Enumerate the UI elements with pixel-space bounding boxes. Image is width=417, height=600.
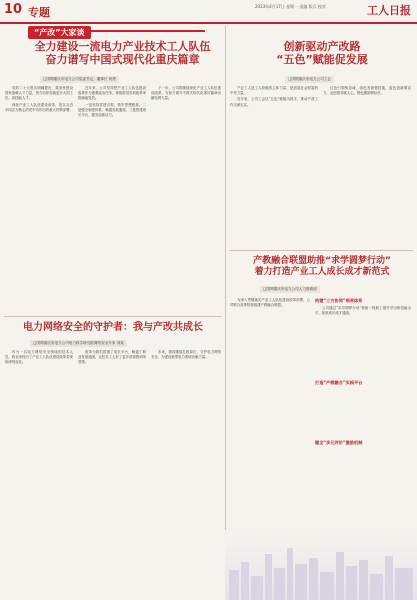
article-1-headline-line1: 全力建设一流电力产业技术工人队伍 [34,40,211,53]
article-2-paragraph: 产业工人是工人阶级的主体力量，是创造社会财富的中坚力量。 [230,86,318,96]
article-2-col-1 [230,86,318,246]
page-header [0,0,417,24]
article-2-paragraph: 红色引领铸忠诚，绿色发展强技能，蓝色创新增活力，金色服务暖人心，橙色激励树标杆。 [323,86,411,96]
article-4-col-3 [151,350,221,594]
article-4-paragraph: 改革为我们搭建了成长平台，畅通了职业发展通道，让技术工人有了更多获得感和荣誉感。 [78,350,146,365]
article-1-paragraph: 深化产业工人队伍建设改革，是以习近平同志为核心的党中央作出的重大决策部署。 [5,102,73,112]
article-4-byline: □国网重庆市电力公司电力科学研究院网络安全专家 刘某 [30,340,127,347]
section-divider [4,316,222,317]
article-2-headline-line2: “五色”赋能促发展 [276,53,368,67]
article-3-subhead: 健全“多元评价”激励机制 [315,440,363,445]
article-4-headline: 电力网络安全的守护者：我与产改共成长 [23,322,203,333]
article-1-byline: □国网重庆市电力公司党委书记、董事长 何勇 [40,76,119,83]
column-badge: “产改”大家谈 [28,26,91,39]
article-4-col-2 [78,350,146,594]
article-1-headline [20,40,225,66]
article-3-byline: □国网重庆市电力公司人力资源部 [260,286,320,293]
article-2-byline: □国网重庆市电力公司工会 [285,76,334,83]
article-4-paragraph: 未来，我将继续扎根岗位，守护电力网络安全，为建设新型电力系统贡献力量。 [151,350,221,360]
section-divider [229,250,413,251]
article-3-headline-line2: 着力打造产业工人成长成才新范式 [254,266,390,277]
article-3-col-2 [315,306,411,376]
article-1-paragraph: 近年来，公司坚持把产业工人队伍建设改革作为重要政治任务，持续推进各项改革举措落地见效。 [78,86,146,101]
article-2-headline-line1: 创新驱动产改路 [283,40,361,53]
skyline-illustration [225,530,417,600]
column-divider [225,26,226,600]
article-1-paragraph: 下一步，公司将继续深化产业工人队伍建设改革，为奋力谱写中国式现代化重庆篇章贡献电网力量。 [151,86,221,101]
article-3-headline [230,256,414,278]
article-1-col-1 [5,86,73,312]
city-skyline-image [225,540,417,600]
article-3-headline-line1: 产教融合联盟助推“求学圆梦行动” [253,256,391,266]
article-3-subhead: 构建“三方协同”培养体系 [315,298,363,303]
article-4-col-1 [5,350,73,594]
article-1-headline-line2: 奋力谱写中国式现代化重庆篇章 [45,53,200,67]
article-2-headline [232,40,412,66]
section-name: 专题 [28,6,50,19]
badge-rule [85,30,205,32]
article-1-paragraph: 党的二十大报告明确提出，要加快建设国家战略人才力量，努力培养造就更多大国工匠、高技能人才。 [5,86,73,101]
article-1-col-3 [151,86,221,312]
article-3-subhead: 打造“产教融合”实践平台 [315,380,363,385]
article-2-col-2 [323,86,411,246]
article-4-paragraph: 作为一名电力网络安全领域的技术人员，我亲身经历了产业工人队伍建设改革带来的深刻变化。 [5,350,73,365]
page-number: 10 [4,2,23,17]
article-3-paragraph: 为深入贯彻落实产业工人队伍建设改革部署，公司联合高等院校组建产教融合联盟。 [230,298,310,308]
article-1-paragraph: 一是坚持党建引领，筑牢思想根基。二是健全制度体系，畅通发展通道。三是搭建成长平台，激发创新活力。 [78,102,146,118]
article-2-paragraph: 近年来，公司工会以“五色”赋能为抓手，推动产改工作走深走实。 [230,97,318,107]
article-1-col-2 [78,86,146,312]
article-3-paragraph: 公司通过“求学圆梦行动”帮助一线职工提升学历和技能水平，拓宽成长成才通道。 [315,306,411,316]
dateline: 2023年4月17日 星期一 责编 版式 校对 [255,4,326,9]
article-3-col-1 [230,298,310,526]
masthead: 工人日报 [367,4,411,17]
